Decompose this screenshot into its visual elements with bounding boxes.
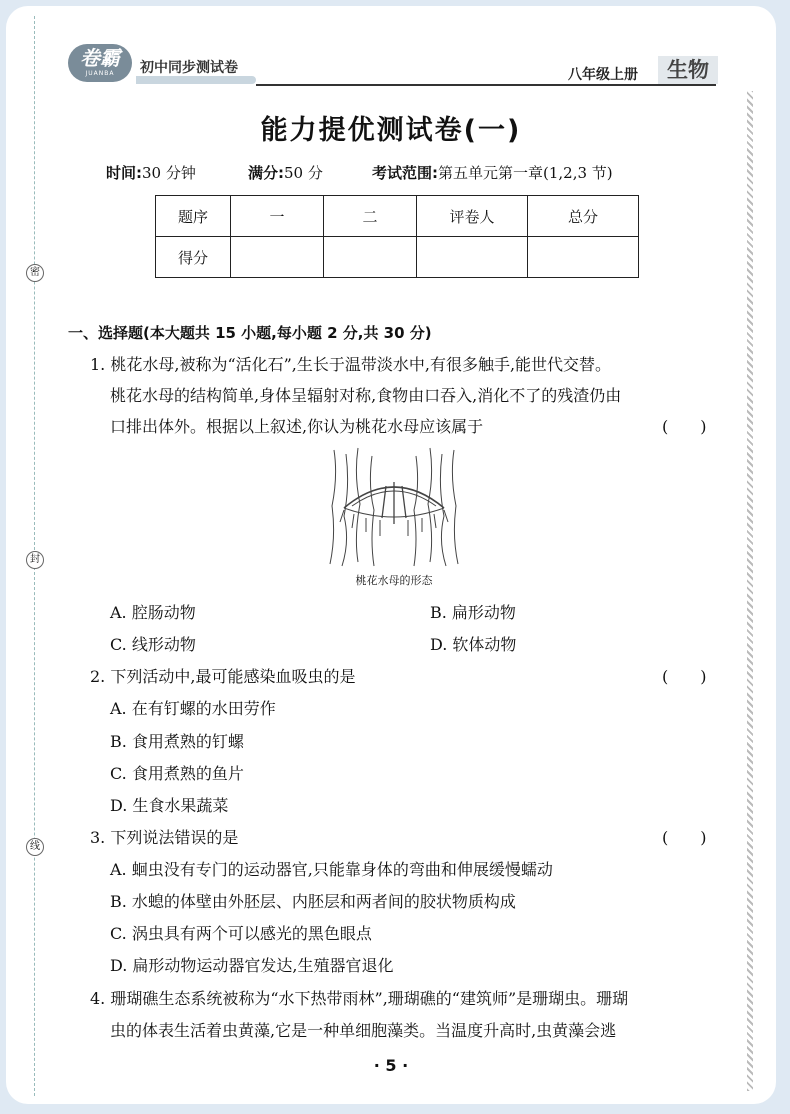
jellyfish-illustration <box>324 446 464 568</box>
brand-logo: 卷霸 JUANBA <box>68 44 132 82</box>
subject-label: 生物 <box>658 56 718 84</box>
score-cell[interactable] <box>417 237 528 278</box>
option-b[interactable]: B. 水螅的体壁由外胚层、内胚层和两者间的胶状物质构成 <box>110 892 516 911</box>
question-4-line: 4. 珊瑚礁生态系统被称为“水下热带雨林”,珊瑚礁的“建筑师”是珊瑚虫。珊瑚 <box>90 989 629 1008</box>
option-d[interactable]: D. 扁形动物运动器官发达,生殖器官退化 <box>110 956 394 975</box>
table-row <box>156 237 639 278</box>
question-3-stem: 3. 下列说法错误的是 <box>90 828 239 847</box>
answer-bracket[interactable]: ( ) <box>662 667 707 686</box>
answer-bracket[interactable]: ( ) <box>662 828 707 847</box>
header-rule <box>256 84 716 86</box>
paper-sheet <box>6 6 776 1104</box>
binding-mark-seal: 密 <box>26 264 44 282</box>
section-heading: 一、选择题(本大题共 15 小题,每小题 2 分,共 30 分) <box>68 324 432 342</box>
table-header-cell: 二 <box>324 196 417 237</box>
question-1-line: 1. 桃花水母,被称为“活化石”,生长于温带淡水中,有很多触手,能世代交替。 <box>90 355 612 374</box>
table-header-cell: 题序 <box>156 196 231 237</box>
decorative-stripe <box>747 91 753 1091</box>
question-2-stem: 2. 下列活动中,最可能感染血吸虫的是 <box>90 667 356 686</box>
binding-mark-line: 线 <box>26 838 44 856</box>
score-cell[interactable] <box>231 237 324 278</box>
option-b[interactable]: B. 扁形动物 <box>430 603 516 622</box>
figure-caption: 桃花水母的形态 <box>355 574 433 587</box>
table-header-row <box>156 196 639 237</box>
time-info: 时间:30 分钟 <box>106 164 196 182</box>
question-1-line: 桃花水母的结构简单,身体呈辐射对称,食物由口吞入,消化不了的残渣仍由 <box>110 386 622 405</box>
question-4-line: 虫的体表生活着虫黄藻,它是一种单细胞藻类。当温度升高时,虫黄藻会逃 <box>110 1021 617 1040</box>
question-1-line: 口排出体外。根据以上叙述,你认为桃花水母应该属于 <box>110 417 484 436</box>
option-d[interactable]: D. 软体动物 <box>430 635 517 654</box>
table-row-label: 得分 <box>156 237 231 278</box>
grade-label: 八年级上册 <box>568 67 638 83</box>
table-header-cell: 总分 <box>528 196 639 237</box>
table-header-cell: 评卷人 <box>417 196 528 237</box>
page-number: · 5 · <box>373 1056 409 1075</box>
option-a[interactable]: A. 在有钉螺的水田劳作 <box>110 699 276 718</box>
table-header-cell: 一 <box>231 196 324 237</box>
option-c[interactable]: C. 线形动物 <box>110 635 196 654</box>
option-c[interactable]: C. 涡虫具有两个可以感光的黑色眼点 <box>110 924 372 943</box>
option-a[interactable]: A. 腔肠动物 <box>110 603 196 622</box>
option-b[interactable]: B. 食用煮熟的钉螺 <box>110 732 244 751</box>
score-cell[interactable] <box>528 237 639 278</box>
option-a[interactable]: A. 蛔虫没有专门的运动器官,只能靠身体的弯曲和伸展缓慢蠕动 <box>110 860 553 879</box>
score-info: 满分:50 分 <box>248 164 323 182</box>
page-title: 能力提优测试卷(一) <box>260 115 522 146</box>
answer-bracket[interactable]: ( ) <box>662 417 707 436</box>
score-table <box>155 195 639 278</box>
range-info: 考试范围:第五单元第一章(1,2,3 节) <box>372 164 613 182</box>
series-name: 初中同步测试卷 <box>140 60 238 76</box>
option-d[interactable]: D. 生食水果蔬菜 <box>110 796 229 815</box>
score-cell[interactable] <box>324 237 417 278</box>
binding-mark-seal: 封 <box>26 551 44 569</box>
series-bar <box>136 76 256 84</box>
option-c[interactable]: C. 食用煮熟的鱼片 <box>110 764 244 783</box>
